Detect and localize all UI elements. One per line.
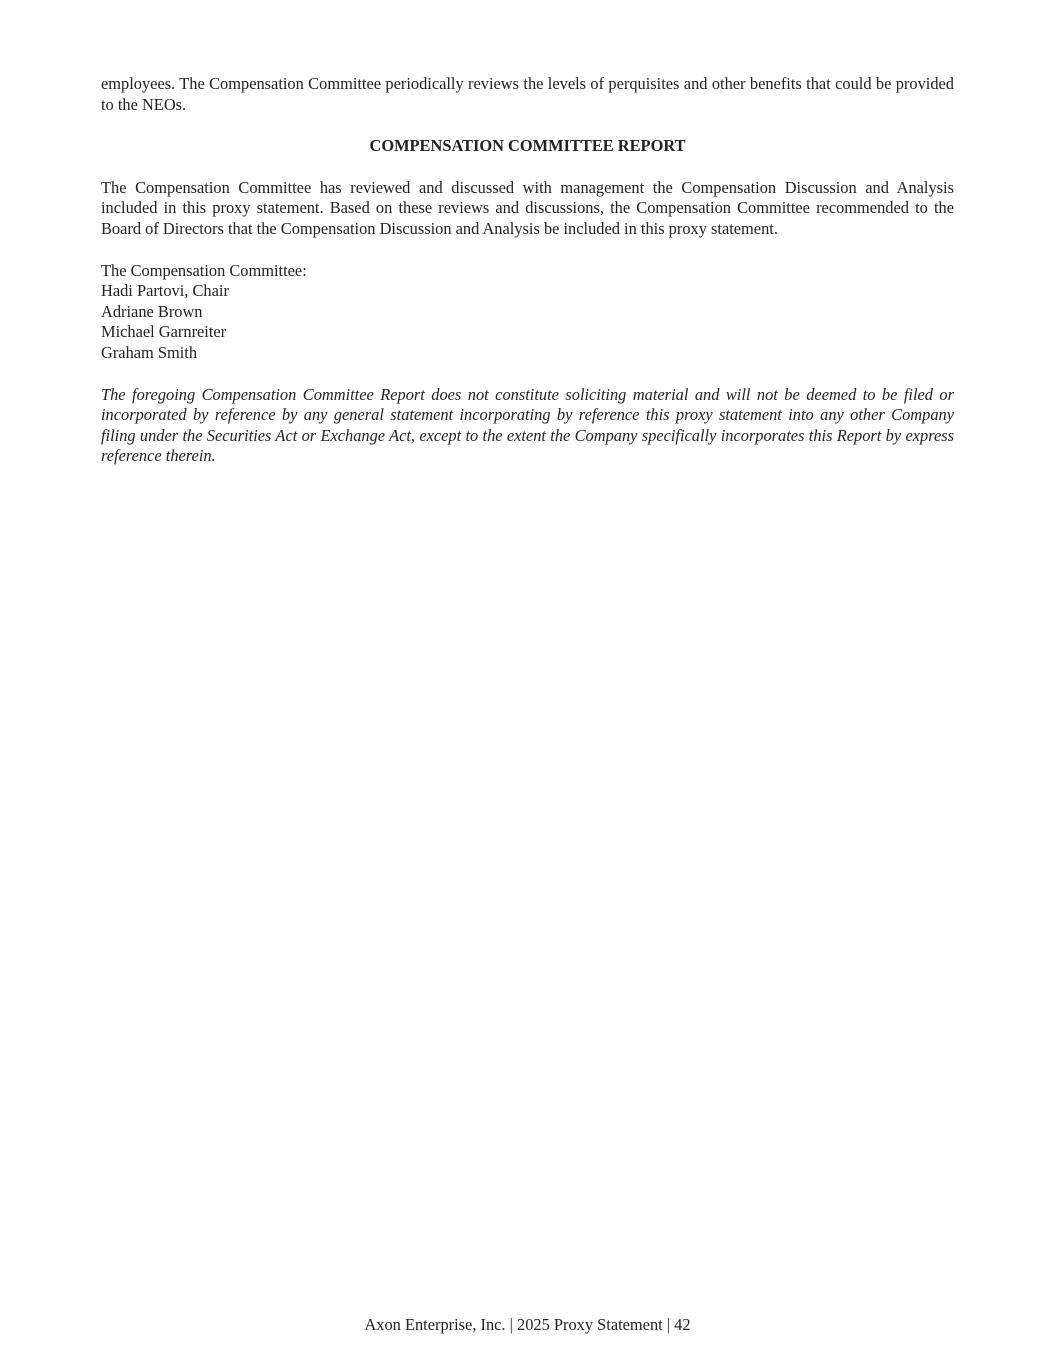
page-content: [101, 74, 954, 467]
committee-member: Adriane Brown: [101, 301, 203, 321]
committee-member: Hadi Partovi, Chair: [101, 281, 229, 301]
continued-paragraph: employees. The Compensation Committee periodically reviews the levels of perquisites and other benefits that could be provided to the NEOs.: [101, 74, 954, 114]
page-footer: Axon Enterprise, Inc. | 2025 Proxy Statement | 42: [364, 1315, 691, 1334]
section-heading: COMPENSATION COMMITTEE REPORT: [369, 136, 686, 156]
committee-member: Graham Smith: [101, 342, 198, 362]
committee-signature-block: [101, 261, 954, 364]
report-paragraph: The Compensation Committee has reviewed and discussed with management the Compensation Discussion and Analysis included in this proxy statement. Based on these reviews and discussions, the Compensation Committee recommended to the Board of Directors that the Compensation Discussion and Analysis be included in this proxy statement.: [101, 177, 954, 238]
committee-member: Michael Garnreiter: [101, 322, 227, 342]
committee-intro: The Compensation Committee:: [101, 260, 307, 280]
disclaimer-paragraph: The foregoing Compensation Committee Report does not constitute soliciting material and will not be deemed to be filed or incorporated by reference by any general statement incorporating by reference this proxy statement into any other Company filing under the Securities Act or Exchange Act, except to the extent the Company specifically incorporates this Report by express reference therein.: [101, 384, 954, 466]
